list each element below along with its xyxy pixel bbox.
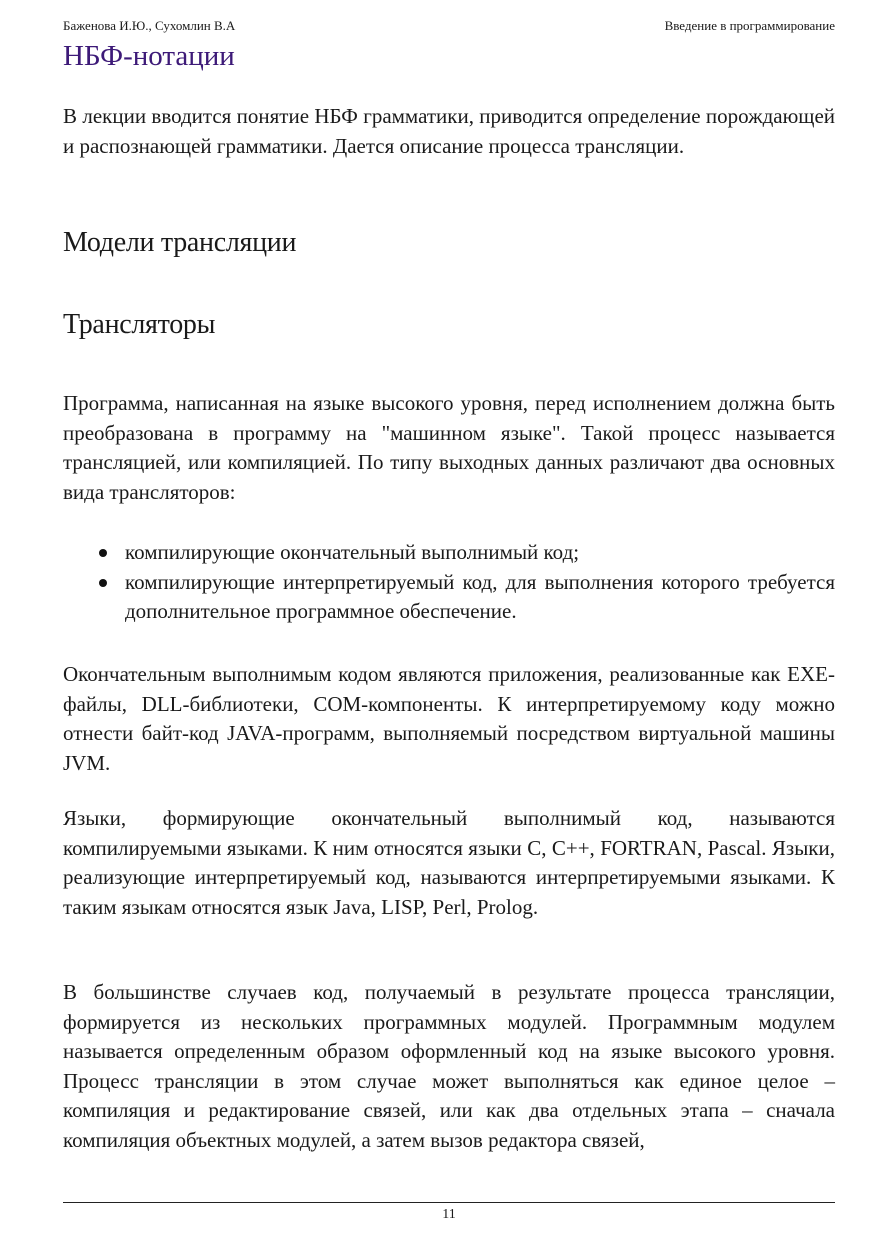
section-heading: Модели трансляции [63,227,297,258]
bullet-icon [99,579,107,587]
header-authors: Баженова И.Ю., Сухомлин В.А [63,18,236,33]
header-course-title: Введение в программирование [664,18,835,33]
paragraph-languages: Языки, формирующие окончательный выполнимый код, называются компилируемыми языками. К ним относятся языки С, С++, FORTRAN, Pascal. Языки, реализующие интерпретируемый код, называются интерпретируемыми языками. К таким языкам относятся язык Java, LISP, Perl, Prolog. [63,806,835,919]
document-page [63,0,835,1241]
bullet-icon [99,549,107,557]
intro-paragraph: В лекции вводится понятие НБФ грамматики, приводится определение порождающей и распознающей грамматики. Дается описание процесса трансляции. [63,104,835,158]
translator-types-list [63,538,835,627]
paragraph-final-code: Окончательным выполнимым кодом являются приложения, реализованные как EXE-файлы, DLL-библиотеки, COM-компоненты. К интерпретируемому коду можно отнести байт-код JAVA-программ, выполняемый посредством виртуальной машины JVM. [63,662,835,775]
footer-divider [63,1202,835,1203]
list-item [63,538,835,568]
page-number: 11 [442,1207,456,1222]
list-item-text: компилирующие интерпретируемый код, для выполнения которого требуется дополнительное программное обеспечение. [125,569,835,624]
subsection-heading: Трансляторы [63,309,216,340]
list-item-text: компилирующие окончательный выполнимый код; [125,540,580,564]
paragraph-translation: Программа, написанная на языке высокого уровня, перед исполнением должна быть преобразована в программу на "машинном языке". Такой процесс называется трансляцией, или компиляцией. По типу выходных данных различают два основных вида трансляторов: [63,391,835,504]
running-header [63,16,835,36]
paragraph-modules: В большинстве случаев код, получаемый в результате процесса трансляции, формируется из нескольких программных модулей. Программным модулем называется определенным образом оформленный код на языке высокого уровня. Процесс трансляции в этом случае может выполняться как единое целое – компиляция и редактирование связей, или как два отдельных этапа – сначала компиляция объектных модулей, а затем вызов редактора связей, [63,980,835,1152]
list-item [63,568,835,627]
page-title: НБФ-нотации [63,40,235,72]
